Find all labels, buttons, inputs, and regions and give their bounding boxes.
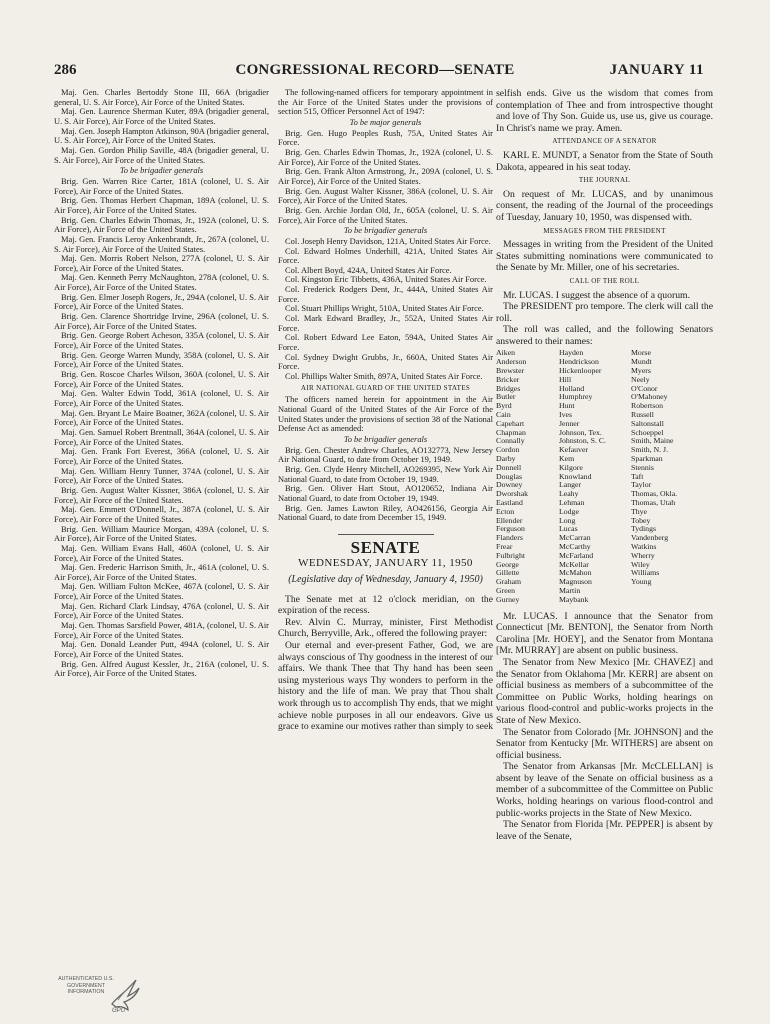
proceedings-paragraph: Mr. LUCAS. I suggest the absence of a quorum.	[503, 289, 690, 301]
legislative-day: (Legislative day of Wednesday, January 4, 1950)	[288, 574, 483, 586]
section-heading: MESSAGES FROM THE PRESIDENT	[543, 226, 666, 235]
nomination-entry: Maj. Gen. Frank Fort Everest, 366A (colonel, U. S. Air Force), Air Force of the United States.	[54, 446, 269, 466]
senator-name: Stennis	[631, 463, 654, 472]
proceedings-paragraph: The Senator from Arkansas [Mr. McCLELLAN] is absent by leave of the Senate on official business as a member of a subcommittee of the Committee on Public Works, holding hearings on various flood-control and public-works projects in the State of New Mexico.	[496, 761, 713, 819]
senator-name: Maybank	[559, 595, 589, 604]
senator-name: Flanders	[496, 534, 523, 543]
senator-name: Darby	[496, 455, 516, 464]
senator-name: Lucas	[559, 525, 578, 534]
senator-name: Jenner	[559, 419, 580, 428]
nomination-entry: Maj. Gen. Kenneth Perry McNaughton, 278A (colonel, U. S. Air Force), Air Force of the United States.	[54, 272, 269, 293]
ang-intro: The officers named herein for appointment in the Air National Guard of the United States of the Air Force of the United States under the provisions of section 38 of the National Defense Act as amended:	[278, 394, 493, 434]
nomination-entry: Maj. Gen. Frederic Harrison Smith, Jr., 461A (colonel, U. S. Air Force), Air Force of the United States.	[54, 562, 269, 582]
senator-name: Neely	[631, 375, 650, 384]
page-number: 286	[54, 62, 77, 78]
nomination-entry: Maj. Gen. Gordon Philip Saville, 48A (brigadier general, U. S. Air Force), Air Force of the United States.	[54, 144, 269, 165]
senator-name: Thye	[631, 507, 648, 516]
senator-name: Fulbright	[496, 551, 526, 560]
senator-name: Smith, N. J.	[631, 446, 669, 455]
gpo-label: GPO	[112, 1008, 126, 1014]
column-nominations-1	[54, 88, 269, 962]
senator-name: Hill	[559, 375, 572, 384]
senator-name: Russell	[631, 411, 654, 420]
nomination-entry: Col. Frederick Rodgers Dent, Jr., 444A, United States Air Force.	[278, 284, 493, 304]
senator-name: Wiley	[631, 560, 650, 569]
nomination-entry: Brig. Gen. Roscoe Charles Wilson, 360A (colonel, U. S. Air Force), Air Force of the United States.	[54, 369, 269, 389]
senator-name: Wherry	[631, 551, 655, 560]
senator-name: Aiken	[496, 349, 516, 358]
senator-name: Gillette	[496, 569, 520, 578]
nomination-entry: Maj. Gen. Laurence Sherman Kuter, 89A (brigadier general, U. S. Air Force), Air Force of the United States.	[54, 106, 269, 126]
nomination-entry: Maj. Gen. William Fulton McKee, 467A (colonel, U. S. Air Force), Air Force of the United States.	[54, 581, 269, 602]
opening-proceedings	[278, 594, 493, 733]
publication-title: CONGRESSIONAL RECORD—SENATE	[235, 62, 515, 78]
senator-name: Johnson, Tex.	[559, 428, 602, 437]
section-heading: To be brigadier generals	[343, 225, 428, 236]
senator-name: Taft	[631, 472, 644, 481]
senator-name: Dworshak	[496, 490, 529, 499]
senator-name: Lehman	[559, 499, 585, 508]
messages-text: Messages in writing from the President of the United States submitting nominations were communicated to the Senate by Mr. Miller, one of his secretaries.	[496, 239, 713, 274]
proceedings-paragraph: The PRESIDENT pro tempore. The clerk will call the roll.	[496, 301, 713, 324]
nomination-entry: Maj. Gen. William Henry Tunner, 374A (colonel, U. S. Air Force), Air Force of the United States.	[54, 465, 269, 486]
senator-name: Donnell	[496, 463, 522, 472]
senate-heading: SENATE	[350, 537, 421, 557]
nomination-list	[278, 129, 493, 226]
nomination-entry: Col. Kingston Eric Tibbetts, 436A, United States Air Force.	[285, 274, 487, 285]
senator-name: Vandenberg	[631, 534, 669, 543]
senator-name: Connally	[496, 437, 525, 446]
nomination-entry: Brig. Gen. George Warren Mundy, 358A (colonel, U. S. Air Force), Air Force of the United States.	[54, 349, 269, 370]
nomination-entry: Maj. Gen. Richard Clark Lindsay, 476A (colonel, U. S. Air Force), Air Force of the United States.	[54, 600, 269, 621]
senator-name	[631, 596, 703, 605]
senator-name	[631, 587, 703, 596]
senator-name: Young	[631, 578, 652, 587]
senator-name: Ives	[559, 411, 572, 420]
senator-name: Knowland	[559, 472, 592, 481]
senator-name: Long	[559, 516, 576, 525]
nomination-entry: Col. Stuart Phillips Wright, 510A, United States Air Force.	[285, 303, 484, 314]
senator-name: Brewster	[496, 367, 525, 376]
senator-name: Martin	[559, 586, 581, 595]
senator-name: Kilgore	[559, 463, 583, 472]
senator-name: Ferguson	[496, 525, 525, 534]
section-heading: To be brigadier generals	[119, 165, 204, 176]
senator-name: Smith, Maine	[631, 437, 674, 446]
senator-name: Myers	[631, 367, 651, 376]
senator-name: Tobey	[631, 516, 651, 525]
nomination-list	[278, 446, 493, 523]
senator-name: Anderson	[496, 358, 527, 367]
senator-name: Taylor	[631, 481, 652, 490]
senator-name: McCarran	[559, 534, 591, 543]
nomination-entry: Col. Sydney Dwight Grubbs, Jr., 660A, United States Air Force.	[278, 351, 493, 372]
proceedings-paragraph: Rev. Alvin C. Murray, minister, First Methodist Church, Berryville, Ark., offered the following prayer:	[278, 616, 493, 640]
senator-name: Thomas, Utah	[631, 499, 676, 508]
proceedings-paragraph: Mr. LUCAS. I announce that the Senator from Connecticut [Mr. BENTON], the Senator from North Carolina [Mr. HOEY], and the Senator from Montana [Mr. MURRAY] are absent on public business.	[496, 610, 713, 657]
senator-name: Cordon	[496, 446, 520, 455]
nomination-entry: Brig. Gen. George Robert Acheson, 335A (colonel, U. S. Air Force), Air Force of the United States.	[54, 330, 269, 351]
nomination-entry: Maj. Gen. Joseph Hampton Atkinson, 90A (brigadier general, U. S. Air Force), Air Force of the United States.	[54, 125, 269, 146]
senator-name: Gurney	[496, 595, 520, 604]
column-nominations-2	[278, 88, 493, 962]
senator-name-list	[496, 349, 713, 604]
nomination-entry: Col. Joseph Henry Davidson, 121A, United States Air Force.	[285, 235, 491, 246]
nomination-entry: Maj. Gen. Samuel Robert Brentnall, 364A (colonel, U. S. Air Force), Air Force of the United States.	[54, 426, 269, 447]
senator-name: McFarland	[559, 551, 594, 560]
nomination-entry: Maj. Gen. Charles Bertoddy Stone III, 66A (brigadier general, U. S. Air Force), Air Force of the United States.	[54, 88, 269, 107]
senator-name: Green	[496, 586, 516, 595]
nomination-entry: Maj. Gen. Francis Leroy Ankenbrandt, Jr., 267A (colonel, U. S. Air Force), Air Force of the United States.	[54, 233, 269, 254]
nomination-entry: Brig. Gen. Elmer Joseph Rogers, Jr., 294A (colonel, U. S. Air Force), Air Force of the United States.	[54, 291, 269, 312]
page-date: JANUARY 11	[609, 62, 704, 78]
senator-name: Ellender	[496, 516, 523, 525]
nomination-entry: Maj. Gen. Bryant Le Maire Boatner, 362A (colonel, U. S. Air Force), Air Force of the United States.	[54, 407, 269, 428]
nominations-intro: The following-named officers for temporary appointment in the Air Force of the United States under the provisions of section 515, Officer Personnel Act of 1947:	[278, 88, 493, 117]
senator-name: Frear	[496, 543, 513, 551]
senator-name: Leahy	[559, 490, 579, 499]
nomination-entry: Col. Robert Edward Lee Eaton, 594A, United States Air Force.	[278, 332, 493, 353]
senator-name: Tydings	[631, 525, 657, 534]
senator-name: Thomas, Okla.	[631, 490, 678, 499]
senator-name: Hayden	[559, 349, 584, 358]
column-proceedings	[496, 88, 713, 962]
nomination-entry: Brig. Gen. Oliver Hart Stout, AO120652, Indiana Air National Guard, to date from October 19, 1949.	[278, 483, 493, 503]
proceedings-paragraph: The roll was called, and the following Senators answered to their names:	[496, 324, 713, 347]
senator-name: Bricker	[496, 375, 520, 384]
senator-name: Hunt	[559, 402, 575, 411]
nomination-list	[278, 237, 493, 382]
section-heading: To be brigadier generals	[343, 433, 428, 444]
nomination-entry: Brig. Gen. Thomas Herbert Chapman, 189A (colonel, U. S. Air Force), Air Force of the United States.	[54, 195, 269, 215]
nomination-entry: Brig. Gen. August Walter Kissner, 386A (colonel, U. S. Air Force), Air Force of the United States.	[278, 185, 493, 206]
proceedings-paragraph: The Senator from Colorado [Mr. JOHNSON] and the Senator from Kentucky [Mr. WITHERS] are absent on official business.	[496, 726, 713, 761]
nomination-entry: Col. Albert Boyd, 424A, United States Air Force.	[285, 264, 452, 275]
nomination-entry: Brig. Gen. Hugo Peoples Rush, 75A, United States Air Force.	[278, 127, 493, 148]
senator-name: Watkins	[631, 543, 657, 551]
section-heading: ATTENDANCE OF A SENATOR	[552, 137, 657, 146]
senator-name: Cain	[496, 411, 511, 420]
senator-name: O'Conor	[631, 384, 658, 393]
nomination-entry: Brig. Gen. William Maurice Morgan, 439A (colonel, U. S. Air Force), Air Force of the United States.	[54, 523, 269, 544]
senator-name: Morse	[631, 349, 651, 358]
senator-name: Humphrey	[559, 393, 593, 402]
senator-name: Langer	[559, 481, 582, 490]
section-heading: To be major generals	[349, 116, 422, 127]
senator-name: O'Mahoney	[631, 393, 668, 402]
senator-name: Mundt	[631, 358, 652, 367]
senator-name: Magnuson	[559, 578, 592, 587]
senator-name: Hickenlooper	[559, 367, 602, 376]
senator-name: Chapman	[496, 428, 526, 437]
nomination-entry: Maj. Gen. Donald Leander Putt, 494A (colonel, U. S. Air Force), Air Force of the United States.	[54, 639, 269, 660]
page-header	[0, 62, 770, 84]
nomination-entry: Maj. Gen. Emmett O'Donnell, Jr., 387A (colonel, U. S. Air Force), Air Force of the United States.	[54, 504, 269, 524]
authentication-seal	[56, 974, 152, 1020]
nomination-entry: Maj. Gen. Morris Robert Nelson, 277A (colonel, U. S. Air Force), Air Force of the United States.	[54, 253, 269, 273]
nomination-entry: Brig. Gen. August Walter Kissner, 386A (colonel, U. S. Air Force), Air Force of the United States.	[54, 484, 269, 505]
section-heading: AIR NATIONAL GUARD OF THE UNITED STATES	[300, 383, 471, 392]
section-heading: THE JOURNAL	[578, 176, 631, 185]
nomination-entry: Brig. Gen. Alfred August Kessler, Jr., 216A (colonel, U. S. Air Force), Air Force of the United States.	[54, 658, 269, 679]
senator-name: Kem	[559, 455, 575, 464]
nomination-entry: Maj. Gen. Walter Edwin Todd, 361A (colonel, U. S. Air Force), Air Force of the United States.	[54, 388, 269, 408]
seal-text: AUTHENTICATED U.S. GOVERNMENT INFORMATION	[58, 976, 114, 995]
senator-name: Ecton	[496, 507, 515, 516]
senator-name: Byrd	[496, 402, 512, 411]
nomination-entry: Col. Phillips Walter Smith, 897A, United States Air Force.	[285, 371, 483, 382]
senator-name: Capehart	[496, 419, 525, 428]
nomination-entry: Brig. Gen. Frank Alton Armstrong, Jr., 209A (colonel, U. S. Air Force), Air Force of the United States.	[278, 166, 493, 186]
nomination-entry: Col. Mark Edward Bradley, Jr., 552A, United States Air Force.	[278, 313, 493, 333]
senator-name: Robertson	[631, 402, 664, 411]
nomination-entry: Brig. Gen. Archie Jordan Old, Jr., 605A (colonel, U. S. Air Force), Air Force of the United States.	[278, 204, 493, 225]
divider	[338, 534, 434, 535]
senator-name: Williams	[631, 569, 660, 578]
nomination-list	[54, 88, 269, 165]
nomination-entry: Maj. Gen. William Evans Hall, 460A (colonel, U. S. Air Force), Air Force of the United States.	[54, 542, 269, 563]
roll-call-text	[496, 290, 713, 348]
senator-name: Schoeppel	[631, 428, 664, 437]
senator-name: Lodge	[559, 507, 579, 516]
proceedings-paragraph: Our eternal and ever-present Father, God, we are always conscious of Thy goodness in the interest of our affairs. We thank Thee that Thy hand has been seen using mysterious ways Thy wonders to perform in the history and the life of man. We pray that Thou shalt work through us to accomplish Thy ends, that we might achieve noble purposes in all our endeavors. Give us grace to examine our motives rather than simply to seek	[278, 640, 493, 733]
senator-name: Downey	[496, 481, 523, 490]
senator-name: Douglas	[496, 472, 522, 481]
senator-name: Bridges	[496, 384, 521, 393]
section-heading: CALL OF THE ROLL	[569, 276, 640, 285]
nomination-entry: Brig. Gen. Chester Andrew Charles, AO132773, New Jersey Air National Guard, to date from October 19, 1949.	[278, 444, 493, 465]
journal-text: On request of Mr. LUCAS, and by unanimous consent, the reading of the Journal of the proceedings of Tuesday, January 10, 1950, was dispensed with.	[496, 188, 713, 223]
senator-name: Johnston, S. C.	[559, 437, 607, 446]
senator-name: McKellar	[559, 560, 589, 569]
proceedings-paragraph: The Senate met at 12 o'clock meridian, on the expiration of the recess.	[278, 593, 493, 617]
senator-name: McMahon	[559, 569, 592, 578]
proceedings-paragraph: The Senator from Florida [Mr. PEPPER] is absent by leave of the Senate,	[496, 819, 713, 842]
nomination-entry: Brig. Gen. Clyde Henry Mitchell, AO269395, New York Air National Guard, to date from October 19, 1949.	[278, 463, 493, 484]
senator-name: George	[496, 560, 519, 569]
prayer-end: selfish ends. Give us the wisdom that comes from contemplation of Thee and from introspective thought and love of Thy Son. Guide us, use us, give us courage. In Christ's name we pray. Amen.	[496, 88, 713, 134]
nomination-list	[54, 177, 269, 679]
nomination-entry: Brig. Gen. Clarence Shortridge Irvine, 296A (colonel, U. S. Air Force), Air Force of the United States.	[54, 311, 269, 331]
senator-name: Sparkman	[631, 455, 663, 464]
senator-name: Hendrickson	[559, 358, 599, 367]
senator-name: Kefauver	[559, 446, 589, 455]
proceedings-paragraph: The Senator from New Mexico [Mr. CHAVEZ] and the Senator from Oklahoma [Mr. KERR] are absent on official business as members of a subcommittee of the Committee on Public Works, holding hearings on various flood-control and public-works projects in the State of New Mexico.	[496, 656, 713, 726]
senator-name: Graham	[496, 578, 522, 587]
attendance-text: KARL E. MUNDT, a Senator from the State of South Dakota, appeared in his seat today.	[496, 149, 713, 173]
absence-announcements	[496, 611, 713, 843]
senator-name: Eastland	[496, 499, 523, 508]
nomination-entry: Brig. Gen. James Lawton Riley, AO426156, Georgia Air National Guard, to date from December 15, 1949.	[278, 502, 493, 523]
senator-name: McCarthy	[559, 543, 591, 551]
nomination-entry: Col. Edward Holmes Underhill, 421A, United States Air Force.	[278, 245, 493, 266]
nomination-entry: Brig. Gen. Charles Edwin Thomas, Jr., 192A (colonel, U. S. Air Force), Air Force of the United States.	[278, 146, 493, 167]
senator-name: Saltonstall	[631, 419, 664, 428]
nomination-entry: Brig. Gen. Warren Rice Carter, 181A (colonel, U. S. Air Force), Air Force of the United States.	[54, 175, 269, 196]
nomination-entry: Maj. Gen. Thomas Sarsfield Power, 481A, (colonel, U. S. Air Force), Air Force of the United States.	[54, 620, 269, 640]
nomination-entry: Brig. Gen. Charles Edwin Thomas, Jr., 192A (colonel, U. S. Air Force), Air Force of the United States.	[54, 214, 269, 235]
senator-name: Holland	[559, 384, 585, 393]
senator-name: Butler	[496, 393, 516, 402]
session-date: WEDNESDAY, JANUARY 11, 1950	[298, 556, 473, 569]
